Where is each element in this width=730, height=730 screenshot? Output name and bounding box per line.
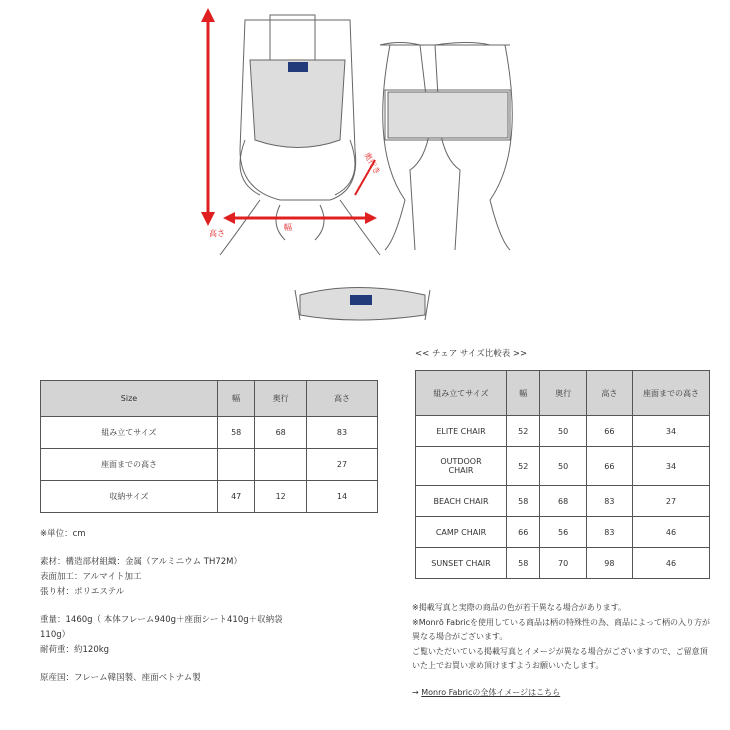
- cell: 58: [507, 548, 540, 579]
- cell: 68: [255, 417, 307, 449]
- cell: 68: [540, 486, 586, 517]
- cell: SUNSET CHAIR: [416, 548, 507, 579]
- cell: 58: [218, 417, 255, 449]
- height-label: 高さ: [209, 229, 225, 238]
- cell: 34: [633, 416, 710, 447]
- table-row: [416, 486, 710, 517]
- cell: 66: [586, 447, 632, 486]
- cell: 27: [307, 449, 378, 481]
- origin-text: 原産国：フレーム韓国製、座面ベトナム製: [40, 673, 201, 683]
- cell: 座面までの高さ: [633, 371, 710, 416]
- spec-table: [40, 380, 378, 513]
- disclaimer: [412, 601, 712, 700]
- header-height: 高さ: [307, 381, 378, 417]
- table-row: [41, 481, 378, 513]
- fabric-link-row: [412, 686, 712, 701]
- table-row: [41, 417, 378, 449]
- note: ※掲載写真と実際の商品の色が若干異なる場合があります。: [412, 603, 627, 612]
- cell: 27: [633, 486, 710, 517]
- cell: 組み立てサイズ: [416, 371, 507, 416]
- cell: BEACH CHAIR: [416, 486, 507, 517]
- compare-table: [415, 370, 710, 579]
- table-row: [416, 447, 710, 486]
- compare-title: << チェア サイズ比較表 >>: [415, 349, 528, 359]
- spec-notes: [40, 527, 380, 686]
- cell: 組み立てサイズ: [41, 417, 218, 449]
- cell: 高さ: [586, 371, 632, 416]
- cell: 83: [586, 517, 632, 548]
- chair-diagram: [190, 0, 570, 330]
- cell: 50: [540, 447, 586, 486]
- cell: 52: [507, 447, 540, 486]
- cell: ELITE CHAIR: [416, 416, 507, 447]
- note: ※Monrō Fabricを使用している商品は柄の特殊性の為、商品によって柄の入り方が異なる場合がございます。: [412, 617, 711, 641]
- unit-text: ※単位：cm: [40, 529, 86, 539]
- cell: 52: [507, 416, 540, 447]
- table-row: [416, 517, 710, 548]
- cell: [255, 449, 307, 481]
- header-depth: 奥行: [255, 381, 307, 417]
- load-text: 耐荷重：約120kg: [40, 645, 110, 655]
- surface-text: 表面加工：アルマイト加工: [40, 572, 142, 582]
- cell: 幅: [507, 371, 540, 416]
- cell: 47: [218, 481, 255, 513]
- header-width: 幅: [218, 381, 255, 417]
- cell: 58: [507, 486, 540, 517]
- weight-text-cont: 110g）: [40, 630, 71, 640]
- cell: 12: [255, 481, 307, 513]
- depth-label: 奥行き: [362, 150, 382, 177]
- fabric-text: 張り材：ポリエステル: [40, 587, 125, 597]
- cell: 46: [633, 517, 710, 548]
- cell: 70: [540, 548, 586, 579]
- cell: 98: [586, 548, 632, 579]
- cell: CAMP CHAIR: [416, 517, 507, 548]
- material-text: 素材：構造部材組織：金属（アルミニウム TH72M）: [40, 557, 243, 567]
- cell: 46: [633, 548, 710, 579]
- cell: [218, 449, 255, 481]
- cell: 56: [540, 517, 586, 548]
- cell: 66: [586, 416, 632, 447]
- fabric-image-link[interactable]: Monro Fabricの全体イメージはこちら: [421, 687, 561, 697]
- cell: 14: [307, 481, 378, 513]
- arrow-right-icon: →: [412, 687, 419, 697]
- table-row: [41, 449, 378, 481]
- table-row: [416, 548, 710, 579]
- cell: 収納サイズ: [41, 481, 218, 513]
- cell: 奥行: [540, 371, 586, 416]
- cell: OUTDOOR CHAIR: [416, 447, 507, 486]
- weight-text: 重量：1460g（ 本体フレーム940g＋座面シート410g＋収納袋: [40, 615, 283, 625]
- cell: 座面までの高さ: [41, 449, 218, 481]
- cell: 66: [507, 517, 540, 548]
- cell: 83: [307, 417, 378, 449]
- cell: 83: [586, 486, 632, 517]
- table-row: [416, 416, 710, 447]
- cell: 50: [540, 416, 586, 447]
- note: ご覧いただいている掲載写真とイメージが異なる場合がございますので、ご留意頂いた上でお買い求め頂けますようお願いいたします。: [412, 646, 708, 670]
- width-label: 幅: [284, 223, 292, 232]
- header-size: Size: [41, 381, 218, 417]
- cell: 34: [633, 447, 710, 486]
